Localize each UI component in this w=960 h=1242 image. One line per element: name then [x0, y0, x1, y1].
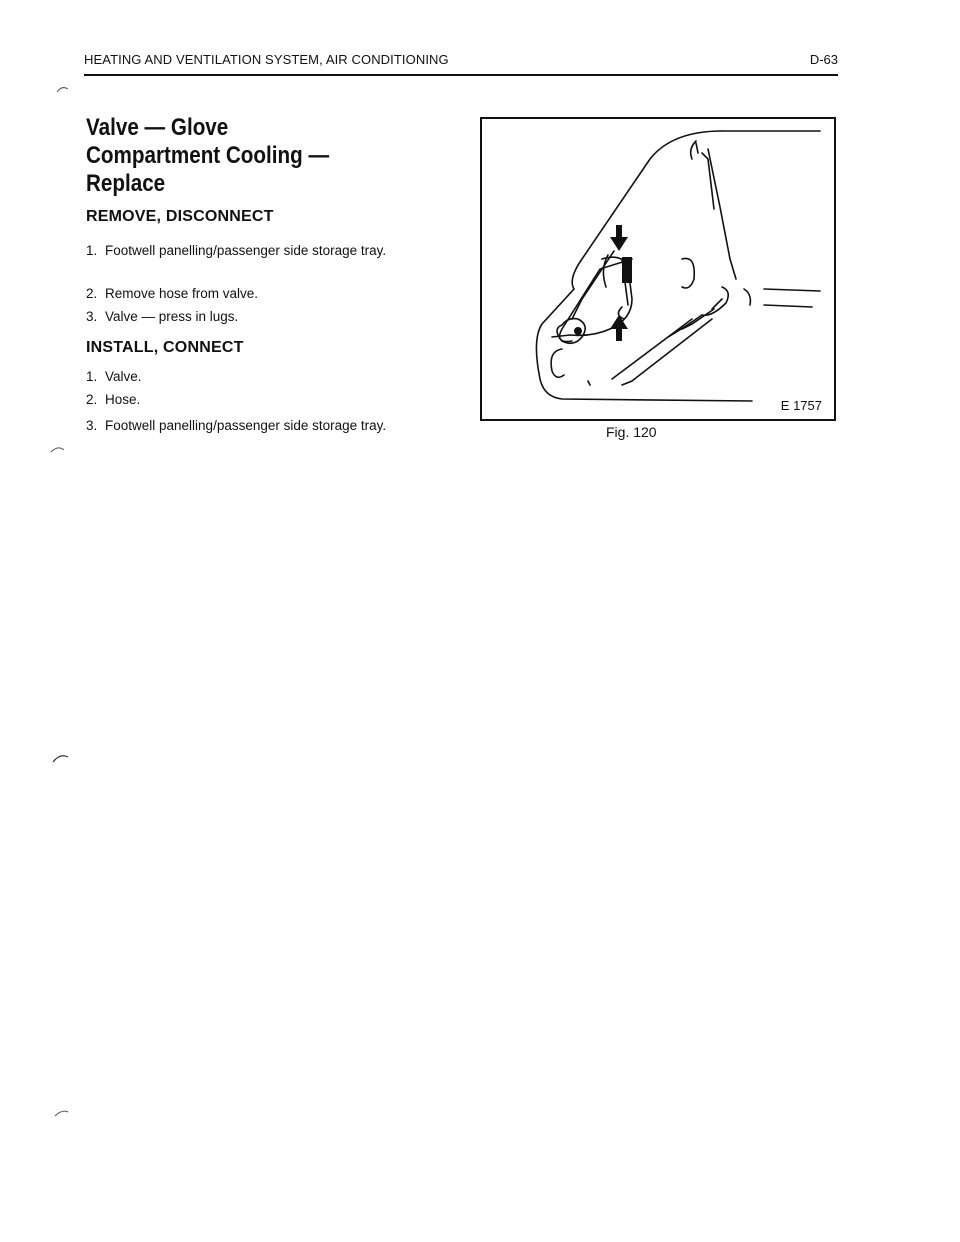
step-text: Footwell panelling/passenger side storage tray. [105, 418, 387, 433]
heading-line: Compartment Cooling — [86, 142, 330, 169]
step-number: 1. [86, 243, 98, 258]
page-header [84, 52, 838, 76]
margin-mark [50, 444, 66, 454]
step-text: Hose. [105, 392, 141, 407]
figure-frame [480, 117, 836, 421]
step-number: 1. [86, 369, 98, 384]
heading-line: Replace [86, 170, 166, 197]
figure-id: E 1757 [780, 398, 822, 413]
remove-step [86, 241, 406, 261]
section-heading [86, 114, 378, 198]
remove-step [86, 284, 406, 304]
figure-caption: Fig. 120 [606, 424, 657, 440]
step-number: 3. [86, 418, 98, 433]
step-text: Remove hose from valve. [105, 286, 259, 301]
page-number: D-63 [809, 52, 838, 67]
heading-line: Valve — Glove [86, 114, 229, 141]
step-number: 2. [86, 392, 98, 407]
margin-mark [56, 84, 70, 94]
install-step [86, 367, 406, 387]
step-text: Footwell panelling/passenger side storage tray. [105, 243, 387, 258]
step-number: 2. [86, 286, 98, 301]
margin-mark [54, 1108, 70, 1118]
step-text: Valve — press in lugs. [105, 309, 239, 324]
header-title: HEATING AND VENTILATION SYSTEM, AIR CONDITIONING [84, 52, 449, 67]
install-step [86, 416, 406, 436]
valve-illustration [482, 119, 834, 419]
margin-mark [52, 752, 70, 764]
install-step [86, 390, 406, 410]
step-text: Valve. [105, 369, 142, 384]
step-number: 3. [86, 309, 98, 324]
install-title: INSTALL, CONNECT [86, 339, 244, 356]
remove-step [86, 307, 406, 327]
remove-title: REMOVE, DISCONNECT [86, 208, 274, 225]
